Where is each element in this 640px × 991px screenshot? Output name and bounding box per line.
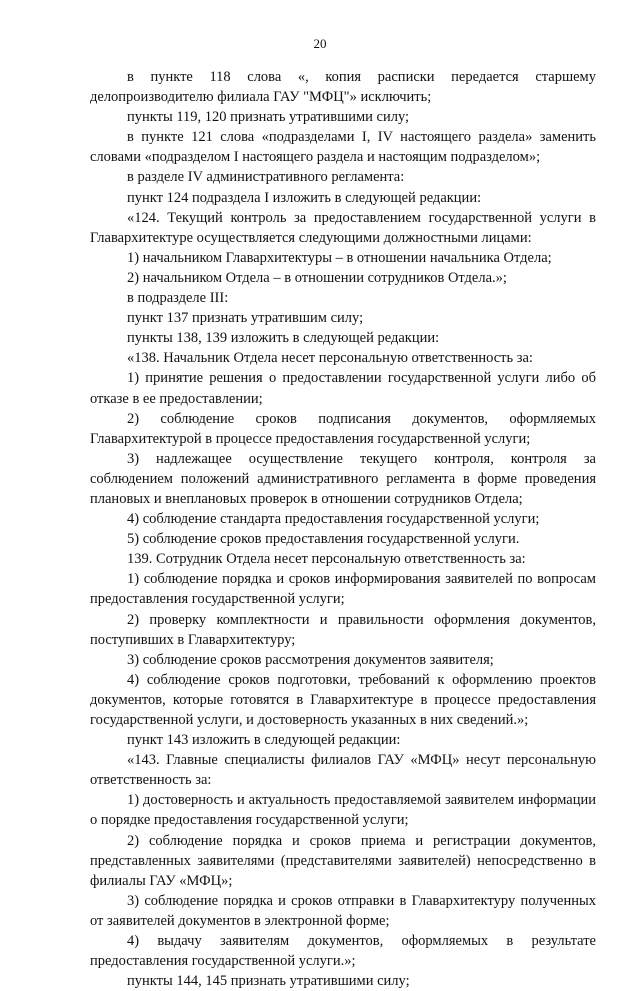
paragraph: 5) соблюдение сроков предоставления государственной услуги. bbox=[127, 531, 520, 548]
paragraph: 1) принятие решения о предоставлении государственной услуги либо об отказе в ее предоставлении; bbox=[90, 370, 596, 407]
paragraph: 4) соблюдение сроков подготовки, требований к оформлению проектов документов, которые готовятся в Главархитектуре в процессе предоставления государственной услуги, и достоверность указанных в них сведений.»; bbox=[90, 671, 596, 728]
paragraph: 139. Сотрудник Отдела несет персональную ответственность за: bbox=[127, 551, 526, 568]
paragraph: 2) соблюдение порядка и сроков приема и регистрации документов, представленных заявителями (представителями заявителей) непосредственно в филиалы ГАУ «МФЦ»; bbox=[90, 832, 596, 889]
paragraph: пункт 137 признать утратившим силу; bbox=[127, 310, 364, 327]
paragraph: 1) начальником Главархитектуры – в отношении начальника Отдела; bbox=[127, 249, 552, 266]
paragraph: 2) начальником Отдела – в отношении сотрудников Отдела.»; bbox=[127, 269, 507, 286]
scan-artifact-strip bbox=[0, 2, 640, 10]
paragraph: пункт 124 подраздела I изложить в следующей редакции: bbox=[127, 189, 482, 206]
paragraph: в пункте 121 слова «подразделами I, IV настоящего раздела» заменить словами «подразделом I настоящего раздела и настоящим подразделом»; bbox=[90, 129, 596, 166]
paragraph: «138. Начальник Отдела несет персональную ответственность за: bbox=[127, 350, 533, 367]
paragraph: в пункте 118 слова «, копия расписки передается старшему делопроизводителю филиала ГАУ "МФЦ"» исключить; bbox=[90, 69, 596, 106]
paragraph: пункт 143 изложить в следующей редакции: bbox=[127, 732, 401, 749]
paragraph: 2) соблюдение сроков подписания документов, оформляемых Главархитектурой в процессе предоставления государственной услуги; bbox=[90, 410, 596, 447]
paragraph: пункты 119, 120 признать утратившими силу; bbox=[127, 109, 410, 126]
paragraph: в подразделе III: bbox=[127, 290, 229, 307]
paragraph: 2) проверку комплектности и правильности оформления документов, поступивших в Главархитектуру; bbox=[90, 611, 596, 648]
paragraph: в разделе IV административного регламента: bbox=[127, 169, 405, 186]
document-body bbox=[90, 67, 596, 991]
paragraph: 3) надлежащее осуществление текущего контроля, контроля за соблюдением положений административного регламента в форме проведения плановых и внеплановых проверок в отношении сотрудников Отдела; bbox=[90, 450, 596, 507]
paragraph: 1) достоверность и актуальность предоставляемой заявителем информации о порядке предоставления государственной услуги; bbox=[90, 792, 596, 829]
paragraph: 4) выдачу заявителям документов, оформляемых в результате предоставления государственной услуги.»; bbox=[90, 933, 596, 970]
paragraph: «124. Текущий контроль за предоставлением государственной услуги в Главархитектуре осуществляется следующими должностными лицами: bbox=[90, 209, 596, 246]
paragraph: пункты 144, 145 признать утратившими силу; bbox=[127, 973, 410, 990]
paragraph: 3) соблюдение сроков рассмотрения документов заявителя; bbox=[127, 651, 494, 668]
paragraph: 1) соблюдение порядка и сроков информирования заявителей по вопросам предоставления государственной услуги; bbox=[90, 571, 596, 608]
paragraph: 4) соблюдение стандарта предоставления государственной услуги; bbox=[127, 511, 540, 528]
paragraph: «143. Главные специалисты филиалов ГАУ «МФЦ» несут персональную ответственность за: bbox=[90, 752, 596, 789]
paragraph: 3) соблюдение порядка и сроков отправки в Главархитектуру полученных от заявителей документов в электронной форме; bbox=[90, 892, 596, 929]
page-number: 20 bbox=[313, 36, 327, 51]
paragraph: пункты 138, 139 изложить в следующей редакции: bbox=[127, 330, 440, 347]
